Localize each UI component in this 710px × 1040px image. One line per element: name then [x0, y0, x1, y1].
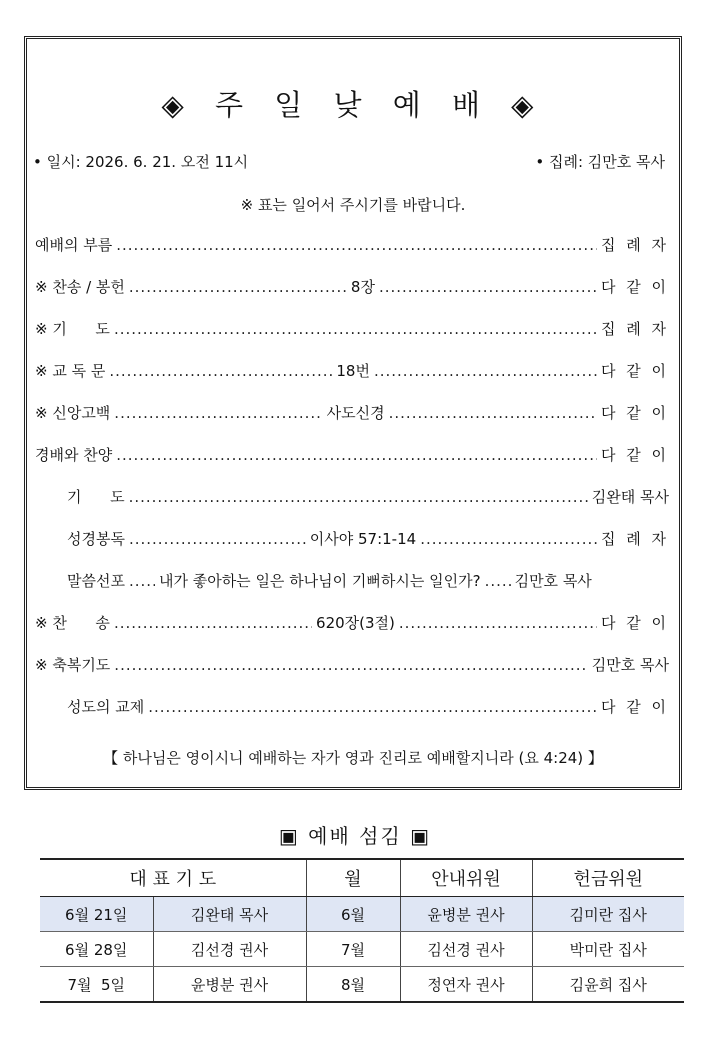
order-label: 기 도 [67, 488, 125, 506]
order-performer: 다 같 이 [600, 614, 669, 632]
order-label: 예배의 부름 [35, 236, 113, 254]
table-row [40, 932, 684, 967]
standing-notice: ※ 표는 일어서 주시기를 바랍니다. [240, 196, 466, 214]
header-guide: 안내위원 [400, 859, 532, 897]
prayer-person: 김완태 목사 [153, 897, 306, 932]
service-title: ▣ 예배 섬김 ▣ [278, 824, 432, 848]
order-item [67, 696, 669, 718]
header-prayer: 대 표 기 도 [40, 859, 306, 897]
order-performer: 다 같 이 [600, 404, 669, 422]
order-label: 성도의 교제 [67, 698, 145, 716]
order-performer: 다 같 이 [600, 446, 669, 464]
prayer-date: 6월 21일 [40, 897, 153, 932]
order-performer: 김만호 목사 [591, 656, 669, 674]
prayer-date: 6월 28일 [40, 932, 153, 967]
order-detail: 이사야 57:1-14 [309, 530, 417, 548]
order-item [67, 570, 669, 592]
order-label: ※ 신앙고백 [35, 404, 111, 422]
order-label: 말씀선포 [67, 572, 125, 590]
service-date: • 일시: 2026. 6. 21. 오전 11시 [33, 153, 249, 171]
order-item [35, 318, 669, 340]
order-item [35, 360, 669, 382]
order-item [35, 444, 669, 466]
order-item [35, 612, 669, 634]
order-label: ※ 찬송 / 봉헌 [35, 278, 125, 296]
order-performer: 집 례 자 [600, 320, 669, 338]
order-item [35, 402, 669, 424]
offering-person: 김미란 집사 [532, 897, 684, 932]
order-performer: 다 같 이 [600, 698, 669, 716]
order-performer: 집 례 자 [600, 236, 669, 254]
table-row [40, 897, 684, 932]
scripture-verse: 【 하나님은 영이시니 예배하는 자가 영과 진리로 예배할지니라 (요 4:24) 】 [103, 749, 603, 767]
prayer-person: 김선경 권사 [153, 932, 306, 967]
order-detail: 8장 [350, 278, 375, 296]
order-label: 경배와 찬양 [35, 446, 113, 464]
header-month: 월 [306, 859, 400, 897]
order-detail: 18번 [336, 362, 370, 380]
guide-person: 정연자 권사 [400, 967, 532, 1003]
service-table [40, 858, 684, 1003]
order-detail: 620장(3절) [316, 614, 395, 632]
order-item [35, 234, 669, 256]
order-label: 성경봉독 [67, 530, 125, 548]
bulletin-frame [24, 36, 682, 790]
order-item [35, 654, 669, 676]
offering-person: 김윤희 집사 [532, 967, 684, 1003]
order-performer: 다 같 이 [600, 362, 669, 380]
order-detail: 사도신경 [326, 404, 385, 422]
order-label: ※ 찬 송 [35, 614, 110, 632]
order-performer: 김만호 목사 [514, 572, 592, 590]
month: 8월 [306, 967, 400, 1003]
prayer-person: 윤병분 권사 [153, 967, 306, 1003]
month: 7월 [306, 932, 400, 967]
order-item [35, 276, 669, 298]
order-performer: 김완태 목사 [591, 488, 669, 506]
guide-person: 김선경 권사 [400, 932, 532, 967]
offering-person: 박미란 집사 [532, 932, 684, 967]
order-item [67, 528, 669, 550]
header-offering: 헌금위원 [532, 859, 684, 897]
month: 6월 [306, 897, 400, 932]
order-performer: 다 같 이 [600, 278, 669, 296]
guide-person: 윤병분 권사 [400, 897, 532, 932]
table-row [40, 967, 684, 1003]
page-title: ◈ 주 일 낮 예 배 ◈ [161, 88, 545, 122]
order-label: ※ 기 도 [35, 320, 110, 338]
order-label: ※ 교 독 문 [35, 362, 106, 380]
order-performer: 집 례 자 [600, 530, 669, 548]
order-detail: 내가 좋아하는 일은 하나님이 기뻐하시는 일인가? [158, 572, 481, 590]
prayer-date: 7월 5일 [40, 967, 153, 1003]
order-label: ※ 축복기도 [35, 656, 111, 674]
service-leader: • 집례: 김만호 목사 [535, 153, 665, 171]
order-item [67, 486, 669, 508]
